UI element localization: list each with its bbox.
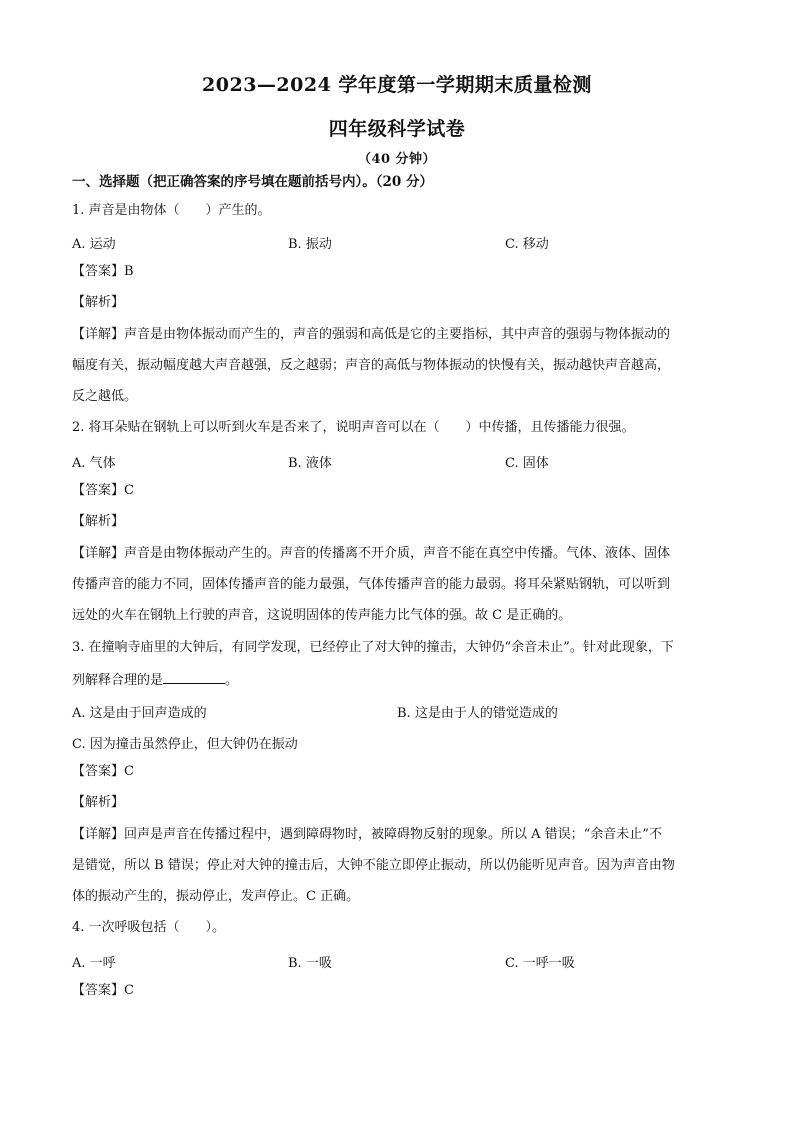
question-1-option-a: A. 运动 <box>72 237 116 252</box>
question-2-answer: 【答案】C <box>72 483 134 498</box>
question-2-option-b: B. 液体 <box>288 456 332 471</box>
question-3-stem-continued <box>72 671 722 689</box>
question-1-detail-line: 反之越低。 <box>72 389 138 404</box>
section-heading: 一、选择题（把正确答案的序号填在题前括号内）。（20 分） <box>72 174 433 190</box>
question-3-option-c: C. 因为撞击虽然停止，但大钟仍在振动 <box>72 737 298 752</box>
question-3-stem-end: 。 <box>225 673 239 688</box>
question-4-option-b: B. 一吸 <box>288 956 332 971</box>
question-4-answer: 【答案】C <box>72 983 134 998</box>
exam-subtitle: 四年级科学试卷 <box>328 118 466 140</box>
question-3-stem: 3. 在撞响寺庙里的大钟后，有同学发现，已经停止了对大钟的撞击，大钟仍“余音未止”。针对此现象，下 <box>72 640 674 655</box>
question-4-stem: 4. 一次呼吸包括（ ）。 <box>72 920 226 935</box>
question-1-stem: 1. 声音是由物体（ ）产生的。 <box>72 203 271 218</box>
question-1-answer: 【答案】B <box>72 264 134 279</box>
question-3-option-b: B. 这是由于人的错觉造成的 <box>397 706 558 721</box>
question-2-stem: 2. 将耳朵贴在钢轨上可以听到火车是否来了，说明声音可以在（ ）中传播，且传播能力很强。 <box>72 420 635 435</box>
question-1-detail-line: 幅度有关，振动幅度越大声音越强，反之越弱；声音的高低与物体振动的快慢有关，振动越快声音越高， <box>72 358 671 373</box>
question-2-detail-line: 【详解】声音是由物体振动产生的。声音的传播离不开介质，声音不能在真空中传播。气体、液体、固体 <box>72 546 671 561</box>
question-2-detail-line: 传播声音的能力不同，固体传播声音的能力最强，气体传播声音的能力最弱。将耳朵紧贴钢轨，可以听到 <box>72 577 671 592</box>
question-2-detail-line: 远处的火车在钢轨上行驶的声音，这说明固体的传声能力比气体的强。故 C 是正确的。 <box>72 608 572 623</box>
question-1-option-c: C. 移动 <box>505 237 549 252</box>
question-3-answer: 【答案】C <box>72 764 134 779</box>
exam-title: 2023—2024 学年度第一学期期末质量检测 <box>202 74 592 96</box>
question-3-detail-line: 体的振动产生的，振动停止，发声停止。C 正确。 <box>72 889 360 904</box>
question-3-stem-text: 列解释合理的是 <box>72 673 164 688</box>
question-2-option-a: A. 气体 <box>72 456 116 471</box>
question-3-detail-line: 【详解】回声是声音在传播过程中，遇到障碍物时，被障碍物反射的现象。所以 A 错误；“余音未止”不 <box>72 827 662 842</box>
question-3-option-a: A. 这是由于回声造成的 <box>72 706 207 721</box>
question-4-option-a: A. 一呼 <box>72 956 116 971</box>
question-2-option-c: C. 固体 <box>505 456 549 471</box>
question-3-analysis-label: 【解析】 <box>72 795 125 810</box>
question-1-analysis-label: 【解析】 <box>72 295 125 310</box>
question-3-detail-line: 是错觉，所以 B 错误；停止对大钟的撞击后，大钟不能立即停止振动，所以仍能听见声音。因为声音由物 <box>72 858 675 873</box>
question-4-option-c: C. 一呼一吸 <box>505 956 575 971</box>
question-1-option-b: B. 振动 <box>288 237 332 252</box>
answer-blank <box>163 671 225 684</box>
question-2-analysis-label: 【解析】 <box>72 514 125 529</box>
question-1-detail-line: 【详解】声音是由物体振动而产生的，声音的强弱和高低是它的主要指标，其中声音的强弱与物体振动的 <box>72 327 671 342</box>
exam-duration: （40 分钟） <box>357 152 437 167</box>
